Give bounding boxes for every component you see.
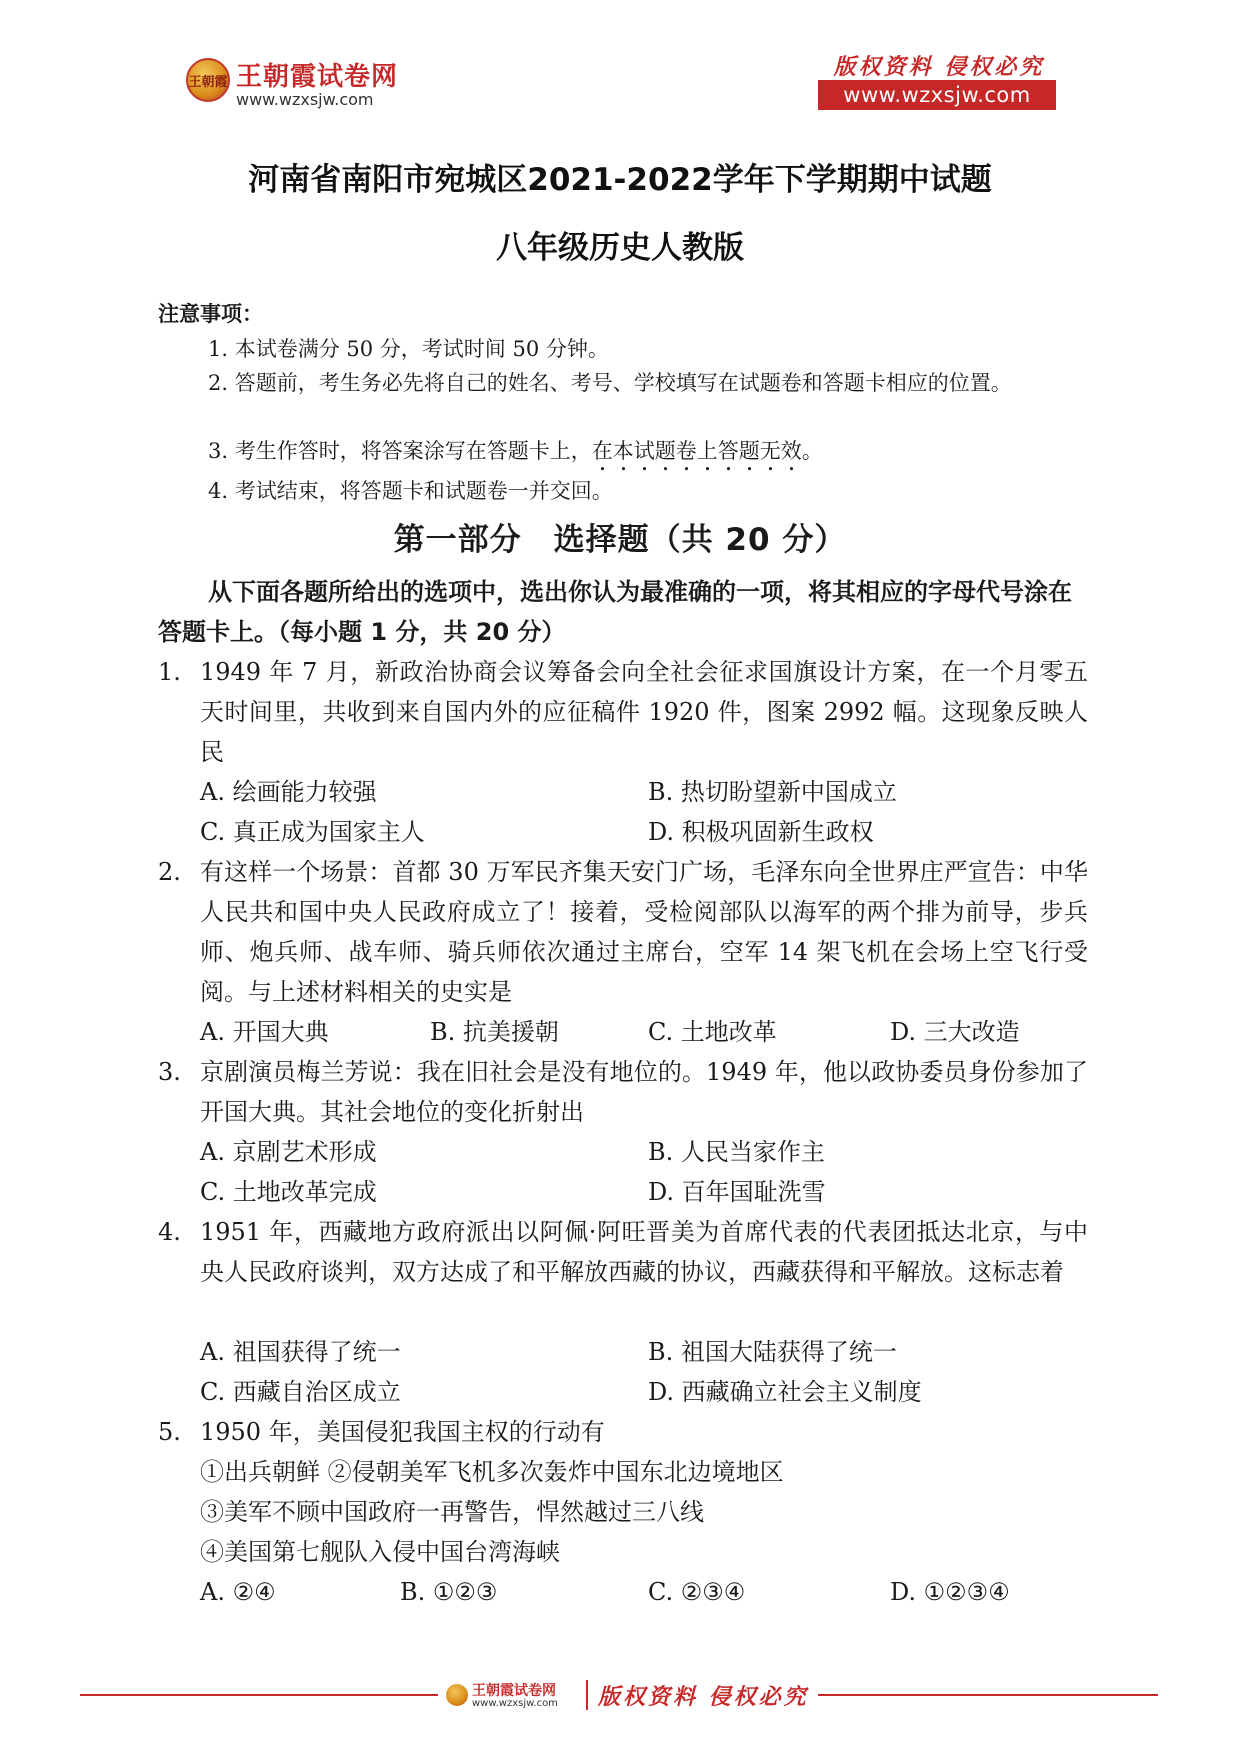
note-3-text: 3. 考生作答时，将答案涂写在答题卡上， <box>208 439 592 463</box>
question-number: 4. <box>158 1218 181 1246</box>
q4-option-d[interactable]: D. 西藏确立社会主义制度 <box>648 1378 922 1406</box>
question-2 <box>158 852 1088 1012</box>
footer-logo-badge <box>446 1684 468 1706</box>
note-3 <box>208 434 823 476</box>
note-4: 4. 考试结束，将答题卡和试题卷一并交回。 <box>208 479 613 503</box>
q1-option-b[interactable]: B. 热切盼望新中国成立 <box>648 778 897 806</box>
note-3-end: 。 <box>801 439 823 463</box>
q4-option-b[interactable]: B. 祖国大陆获得了统一 <box>648 1338 897 1366</box>
q2-option-d[interactable]: D. 三大改造 <box>890 1018 1020 1046</box>
question-4 <box>158 1212 1088 1292</box>
q1-option-d[interactable]: D. 积极巩固新生政权 <box>648 818 874 846</box>
q5-statement-1-2: ①出兵朝鲜 ②侵朝美军飞机多次轰炸中国东北边境地区 <box>200 1458 784 1486</box>
logo-name: 王朝霞试卷网 <box>236 62 399 92</box>
footer-divider-left <box>80 1694 438 1696</box>
footer-rights-notice: 版权资料 侵权必究 <box>598 1684 809 1710</box>
url-banner[interactable]: www.wzxsjw.com <box>818 80 1056 110</box>
question-number: 3. <box>158 1058 181 1086</box>
question-text: 1949 年 7 月，新政治协商会议筹备会向全社会征求国旗设计方案，在一个月零五天时间里，共收到来自国内外的应征稿件 1920 件，图案 2992 幅。这现象反映人民 <box>200 658 1088 766</box>
q5-option-d[interactable]: D. ①②③④ <box>890 1578 1010 1606</box>
question-text: 有这样一个场景：首都 30 万军民齐集天安门广场，毛泽东向全世界庄严宣告：中华人民共和国中央人民政府成立了！接着，受检阅部队以海军的两个排为前导，步兵师、炮兵师、战车师、骑兵师依次通过主席台，空军 14 架飞机在会场上空飞行受阅。与上述材料相关的史实是 <box>200 858 1088 1006</box>
q5-option-b[interactable]: B. ①②③ <box>400 1578 498 1606</box>
footer-logo-url[interactable]: www.wzxsjw.com <box>472 1698 558 1709</box>
q2-option-a[interactable]: A. 开国大典 <box>200 1018 329 1046</box>
question-number: 5. <box>158 1418 181 1446</box>
q5-statement-4: ④美国第七舰队入侵中国台湾海峡 <box>200 1538 560 1566</box>
question-number: 2. <box>158 858 181 886</box>
logo-url[interactable]: www.wzxsjw.com <box>236 90 374 109</box>
q2-option-c[interactable]: C. 土地改革 <box>648 1018 777 1046</box>
footer-logo-name: 王朝霞试卷网 <box>472 1683 556 1699</box>
q3-option-a[interactable]: A. 京剧艺术形成 <box>200 1138 377 1166</box>
note-3-emphasis: 在本试题卷上答题无效 <box>591 439 802 463</box>
logo-badge: 王朝霞 <box>186 58 230 102</box>
q3-option-b[interactable]: B. 人民当家作主 <box>648 1138 825 1166</box>
section-title: 第一部分 选择题（共 20 分） <box>393 522 847 558</box>
section-instructions: 从下面各题所给出的选项中，选出你认为最准确的一项，将其相应的字母代号涂在答题卡上。（每小题 1 分，共 20 分） <box>158 578 1072 646</box>
q3-option-d[interactable]: D. 百年国耻洗雪 <box>648 1178 826 1206</box>
q5-option-a[interactable]: A. ②④ <box>200 1578 276 1606</box>
notes-heading: 注意事项： <box>158 301 263 326</box>
q2-option-b[interactable]: B. 抗美援朝 <box>430 1018 559 1046</box>
question-number: 1. <box>158 658 181 686</box>
question-3 <box>158 1052 1088 1132</box>
footer-divider-right <box>818 1694 1158 1696</box>
note-1: 1. 本试卷满分 50 分，考试时间 50 分钟。 <box>208 337 609 361</box>
q1-option-a[interactable]: A. 绘画能力较强 <box>200 778 377 806</box>
rights-notice: 版权资料 侵权必究 <box>833 54 1045 80</box>
q3-option-c[interactable]: C. 土地改革完成 <box>200 1178 377 1206</box>
question-text: 1951 年，西藏地方政府派出以阿佩·阿旺晋美为首席代表的代表团抵达北京，与中央人民政府谈判，双方达成了和平解放西藏的协议，西藏获得和平解放。这标志着 <box>200 1218 1088 1286</box>
q4-option-a[interactable]: A. 祖国获得了统一 <box>200 1338 401 1366</box>
question-1 <box>158 652 1088 772</box>
note-2: 2. 答题前，考生务必先将自己的姓名、考号、学校填写在试题卷和答题卡相应的位置。 <box>208 371 1012 395</box>
q5-statement-3: ③美军不顾中国政府一再警告，悍然越过三八线 <box>200 1498 704 1526</box>
page-subtitle: 八年级历史人教版 <box>496 230 744 266</box>
question-5 <box>158 1412 1088 1452</box>
q5-option-c[interactable]: C. ②③④ <box>648 1578 746 1606</box>
footer-separator <box>586 1680 588 1710</box>
question-text: 1950 年，美国侵犯我国主权的行动有 <box>200 1418 605 1446</box>
page-title: 河南省南阳市宛城区2021-2022学年下学期期中试题 <box>248 162 992 198</box>
q1-option-c[interactable]: C. 真正成为国家主人 <box>200 818 425 846</box>
q4-option-c[interactable]: C. 西藏自治区成立 <box>200 1378 401 1406</box>
question-text: 京剧演员梅兰芳说：我在旧社会是没有地位的。1949 年，他以政协委员身份参加了开国大典。其社会地位的变化折射出 <box>200 1058 1088 1126</box>
